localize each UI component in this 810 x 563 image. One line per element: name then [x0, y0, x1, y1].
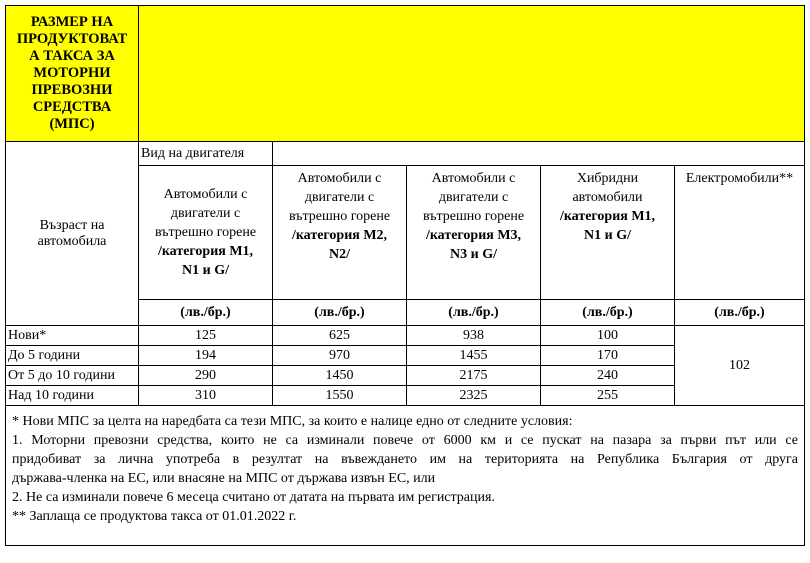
- cell-value: 625: [273, 326, 407, 346]
- cell-value: 170: [541, 346, 675, 366]
- title-line: СРЕДСТВА: [32, 99, 112, 115]
- footnote-line: * Нови МПС за целта на наредбата са тези МПС, за които е налице едно от следните условия:: [12, 414, 573, 429]
- unit-label: (лв./бр.): [407, 300, 541, 326]
- title-line: РАЗМЕР НА: [30, 14, 114, 30]
- engine-type-header: Вид на двигателя: [139, 142, 273, 166]
- footnote-line: ** Заплаща се продуктова такса от 01.01.2022 г.: [12, 509, 297, 524]
- title-line: ПРОДУКТОВАТ: [16, 31, 128, 47]
- cell-value: 100: [541, 326, 675, 346]
- electric-value: 102: [675, 326, 805, 406]
- title-line: МОТОРНИ: [33, 65, 111, 81]
- column-header-ice-m3: Автомобили с двигатели с вътрешно горене /категория М3, N3 и G/: [407, 166, 541, 300]
- row-age-label: Нови*: [6, 326, 139, 346]
- title-line: (МПС): [49, 116, 95, 132]
- column-header-ice-m1: Автомобили с двигатели с вътрешно горене /категория М1, N1 и G/: [139, 166, 273, 300]
- footnote-line: придобиват за лична употреба в резултат на въвеждането им на територията на Република България от друга: [12, 452, 798, 467]
- footnote-line: 1. Моторни превозни средства, които не са изминали повече от 6000 км и се пускат на пазара за първи път или се: [12, 433, 798, 448]
- title-line: ПРЕВОЗНИ: [31, 82, 113, 98]
- cell-value: 240: [541, 366, 675, 386]
- row-age-label: От 5 до 10 години: [6, 366, 139, 386]
- footnote-line: 2. Не са изминали повече 6 месеца считано от датата на първата им регистрация.: [12, 490, 495, 505]
- engine-type-fill: [273, 142, 805, 166]
- column-header-electric: Електромобили**: [675, 166, 805, 300]
- age-header: Възраст на автомобила: [6, 142, 139, 326]
- table-title: [6, 6, 139, 142]
- row-age-label: До 5 години: [6, 346, 139, 366]
- cell-value: 125: [139, 326, 273, 346]
- column-header-ice-m2: Автомобили с двигатели с вътрешно горене /категория М2, N2/: [273, 166, 407, 300]
- unit-label: (лв./бр.): [541, 300, 675, 326]
- cell-value: 2325: [407, 386, 541, 406]
- row-age-label: Над 10 години: [6, 386, 139, 406]
- cell-value: 255: [541, 386, 675, 406]
- footnotes: [6, 406, 805, 546]
- fee-table: [5, 5, 805, 546]
- cell-value: 194: [139, 346, 273, 366]
- table-row: [6, 326, 805, 346]
- cell-value: 2175: [407, 366, 541, 386]
- unit-label: (лв./бр.): [273, 300, 407, 326]
- title-fill: [139, 6, 805, 142]
- cell-value: 290: [139, 366, 273, 386]
- unit-label: (лв./бр.): [139, 300, 273, 326]
- cell-value: 938: [407, 326, 541, 346]
- cell-value: 1455: [407, 346, 541, 366]
- title-line: А ТАКСА ЗА: [29, 48, 115, 64]
- column-header-hybrid: Хибридни автомобили /категория М1, N1 и G/: [541, 166, 675, 300]
- cell-value: 310: [139, 386, 273, 406]
- unit-label: (лв./бр.): [675, 300, 805, 326]
- footnote-line: държава-членка на ЕС, или внасяне на МПС от държава извън ЕС, или: [12, 471, 436, 486]
- cell-value: 1450: [273, 366, 407, 386]
- cell-value: 970: [273, 346, 407, 366]
- cell-value: 1550: [273, 386, 407, 406]
